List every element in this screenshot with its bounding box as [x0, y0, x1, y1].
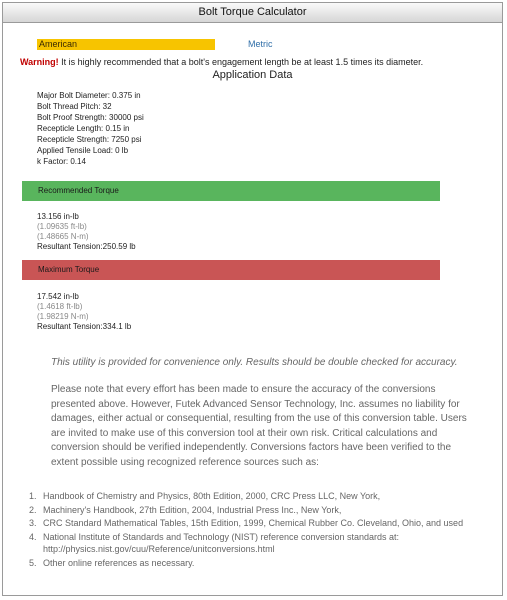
field-thread-pitch: Bolt Thread Pitch: 32	[37, 102, 112, 111]
maximum-inlb: 17.542 in-lb	[37, 292, 79, 301]
reference-item: 2. Machinery's Handbook, 27th Edition, 2004, Industrial Press Inc., New York,	[39, 504, 499, 517]
maximum-torque-header: Maximum Torque	[22, 260, 440, 280]
calculator-window	[2, 2, 503, 596]
recommended-inlb: 13.156 in-lb	[37, 212, 79, 221]
recommended-tension: Resultant Tension:250.59 lb	[37, 242, 136, 251]
reference-item: 1. Handbook of Chemistry and Physics, 80th Edition, 2000, CRC Press LLC, New York,	[39, 490, 499, 503]
reference-item: 3. CRC Standard Mathematical Tables, 15th Edition, 1999, Chemical Rubber Co. Cleveland, Ohio, and used	[39, 517, 499, 530]
recommended-torque-result	[37, 212, 136, 252]
application-data-list	[37, 90, 144, 167]
reference-item: 4. National Institute of Standards and Technology (NIST) reference conversion standards at: http://physics.nist.gov/cuu/Reference/unitconversions.html	[39, 531, 499, 556]
unit-american-tab[interactable]: American	[37, 39, 215, 50]
maximum-ftlb: (1.4618 ft-lb)	[37, 302, 83, 311]
convenience-notice: This utility is provided for convenience only. Results should be double checked for accuracy.	[51, 357, 458, 368]
disclaimer-paragraph: Please note that every effort has been made to ensure the accuracy of the conversions presented above. However, Futek Advanced Sensor Technology, Inc. assumes no liability for damages, either actual or consequential, resulting from the use of this conversion table. Users are invited to make use of this conversion tool at their own risk. Critical calculations and conversion should be verified independently. Conversions factors have been verified to the extent possible using recognized reference sources such as:	[51, 384, 467, 468]
application-data-title: Application Data	[212, 69, 293, 81]
maximum-torque-result	[37, 292, 131, 332]
reference-list	[21, 490, 499, 570]
warning-text: It is highly recommended that a bolt's engagement length be at least 1.5 times its diameter.	[58, 57, 424, 67]
reference-item: 5. Other online references as necessary.	[39, 557, 499, 570]
warning-label: Warning!	[20, 57, 59, 67]
recommended-ftlb: (1.09635 ft-lb)	[37, 222, 87, 231]
unit-metric-link[interactable]: Metric	[248, 39, 273, 49]
field-bolt-diameter: Major Bolt Diameter: 0.375 in	[37, 91, 141, 100]
maximum-nm: (1.98219 N-m)	[37, 312, 89, 321]
field-recepticle-length: Recepticle Length: 0.15 in	[37, 124, 130, 133]
field-k-factor: k Factor: 0.14	[37, 157, 86, 166]
field-recepticle-strength: Recepticle Strength: 7250 psi	[37, 135, 142, 144]
field-proof-strength: Bolt Proof Strength: 30000 psi	[37, 113, 144, 122]
maximum-tension: Resultant Tension:334.1 lb	[37, 322, 132, 331]
recommended-nm: (1.48665 N-m)	[37, 232, 89, 241]
recommended-torque-header: Recommended Torque	[22, 181, 440, 201]
engagement-warning	[20, 57, 423, 67]
field-tensile-load: Applied Tensile Load: 0 lb	[37, 146, 129, 155]
window-title: Bolt Torque Calculator	[3, 3, 502, 23]
